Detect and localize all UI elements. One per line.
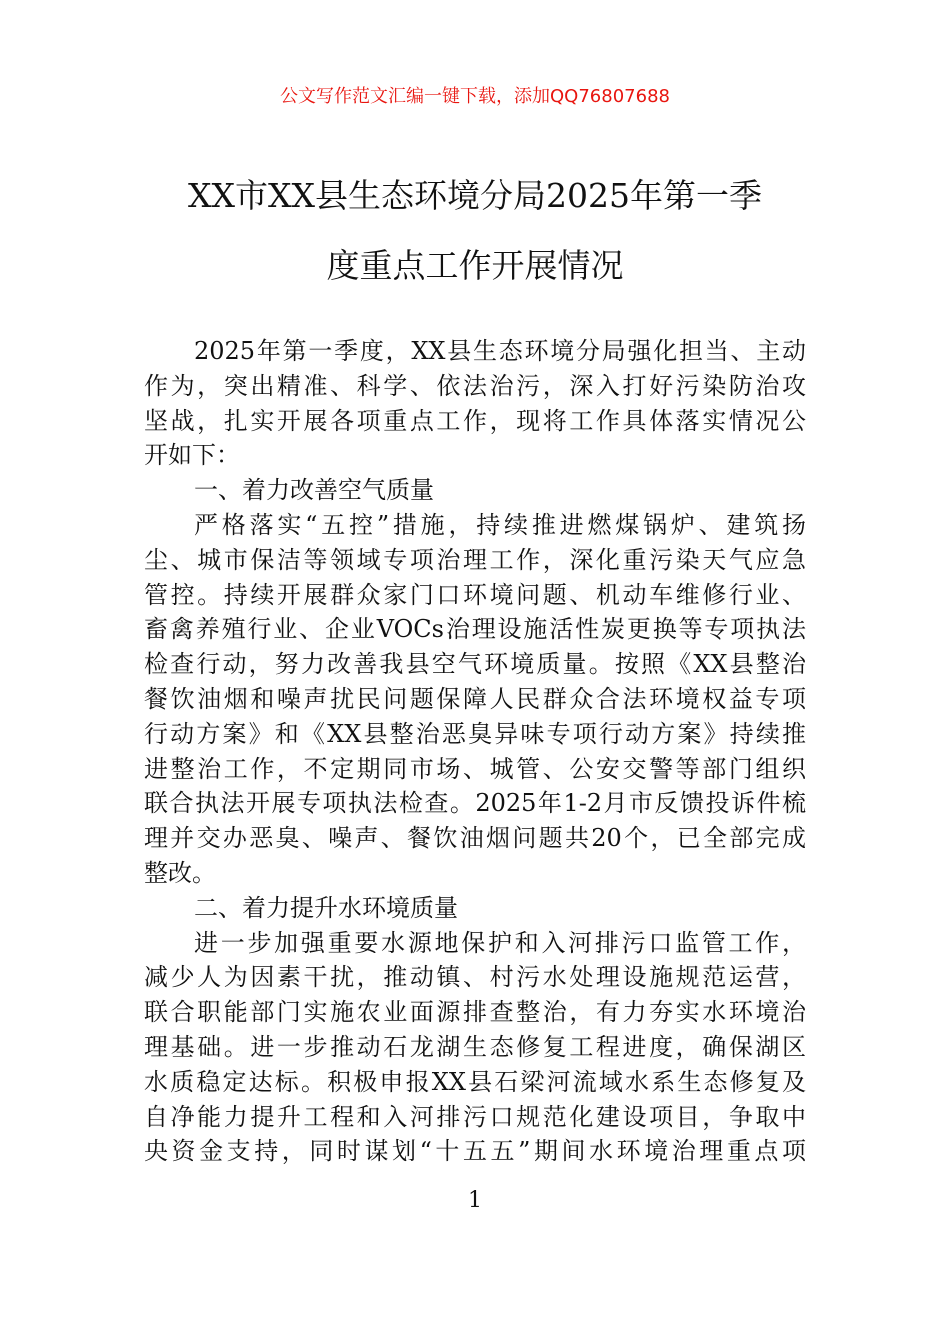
text-line: 行动方案》和《XX县整治恶臭异味专项行动方案》持续推 bbox=[144, 719, 806, 748]
text-line: 联合执法开展专项执法检查。2025年1-2月市反馈投诉件梳 bbox=[144, 789, 806, 818]
document-title-line-1: XX市XX县生态环境分局2025年第一季 bbox=[188, 176, 762, 215]
text-line: 水质稳定达标。积极申报XX县石梁河流域水系生态修复及 bbox=[144, 1067, 806, 1096]
text-line: 减少人为因素干扰，推动镇、村污水处理设施规范运营， bbox=[144, 963, 806, 992]
section-heading: 一、着力改善空气质量 bbox=[194, 476, 434, 505]
text-line: 进一步加强重要水源地保护和入河排污口监管工作， bbox=[194, 928, 806, 957]
document-title-line-2: 度重点工作开展情况 bbox=[326, 246, 624, 285]
text-line: 畜禽养殖行业、企业VOCs治理设施活性炭更换等专项执法 bbox=[144, 615, 806, 644]
text-line: 整改。 bbox=[144, 858, 216, 887]
text-line: 理基础。进一步推动石龙湖生态修复工程进度，确保湖区 bbox=[144, 1032, 806, 1061]
document-body bbox=[144, 334, 806, 1169]
text-line: 进整治工作，不定期同市场、城管、公安交警等部门组织 bbox=[144, 754, 806, 783]
text-line: 检查行动，努力改善我县空气环境质量。按照《XX县整治 bbox=[144, 650, 806, 679]
text-line: 坚战，扎实开展各项重点工作，现将工作具体落实情况公 bbox=[144, 406, 806, 435]
text-line: 管控。持续开展群众家门口环境问题、机动车维修行业、 bbox=[144, 580, 806, 609]
download-banner[interactable]: 公文写作范文汇编一键下载，添加QQ76807688 bbox=[280, 86, 670, 107]
page-number: 1 bbox=[468, 1188, 482, 1213]
text-line: 央资金支持，同时谋划“十五五”期间水环境治理重点项 bbox=[144, 1137, 806, 1166]
text-line: 理并交办恶臭、噪声、餐饮油烟问题共20个，已全部完成 bbox=[144, 824, 806, 853]
text-line: 自净能力提升工程和入河排污口规范化建设项目，争取中 bbox=[144, 1102, 806, 1131]
section-heading: 二、着力提升水环境质量 bbox=[194, 893, 458, 922]
text-line: 联合职能部门实施农业面源排查整治，有力夯实水环境治 bbox=[144, 998, 806, 1027]
text-line: 尘、城市保洁等领域专项治理工作，深化重污染天气应急 bbox=[144, 545, 806, 574]
text-line: 开如下： bbox=[144, 441, 240, 470]
text-line: 严格落实“五控”措施，持续推进燃煤锅炉、建筑扬 bbox=[194, 510, 806, 539]
text-line: 餐饮油烟和噪声扰民问题保障人民群众合法环境权益专项 bbox=[144, 684, 806, 713]
text-line: 2025年第一季度，XX县生态环境分局强化担当、主动 bbox=[194, 337, 806, 365]
text-line: 作为，突出精准、科学、依法治污，深入打好污染防治攻 bbox=[144, 371, 806, 400]
